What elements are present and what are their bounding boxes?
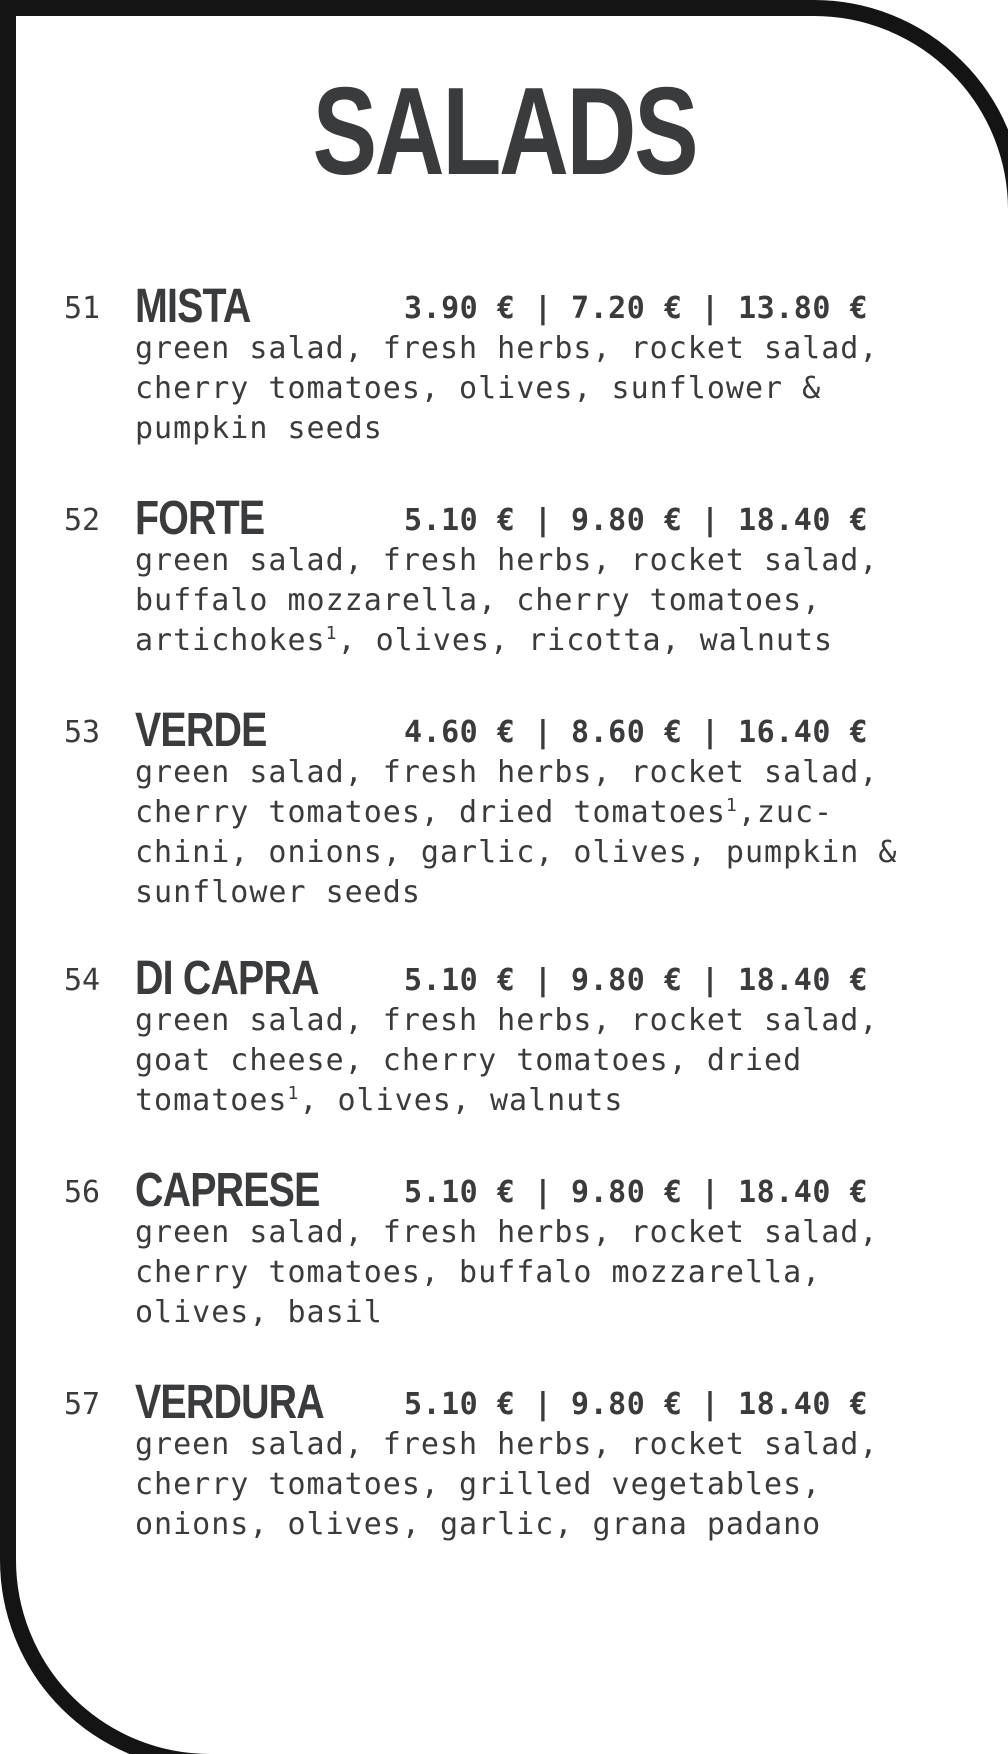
description-line: [135, 1293, 935, 1333]
description-text: , olives, ricotta, walnuts: [337, 623, 834, 658]
item-prices: 5.10 € | 9.80 € | 18.40 €: [404, 1387, 869, 1422]
menu-content: [16, 16, 992, 1738]
description-line: [135, 1041, 935, 1081]
description-line: [135, 409, 935, 449]
description-text: green salad, fresh herbs, rocket salad,: [135, 1003, 879, 1038]
description-line: [135, 1253, 935, 1293]
item-number: 57: [64, 1387, 101, 1422]
description-line: [135, 793, 935, 833]
item-description: [135, 541, 935, 661]
item-prices: 5.10 € | 9.80 € | 18.40 €: [404, 1175, 869, 1210]
description-text: cherry tomatoes, olives, sunflower &: [135, 371, 822, 406]
description-line: [135, 1465, 935, 1505]
description-text: onions, olives, garlic, grana padano: [135, 1507, 822, 1542]
description-text: green salad, fresh herbs, rocket salad,: [135, 543, 879, 578]
description-text: tomatoes: [135, 1083, 288, 1118]
description-text: , olives, walnuts: [299, 1083, 624, 1118]
description-text: artichokes: [135, 623, 326, 658]
description-line: [135, 541, 935, 581]
description-text: green salad, fresh herbs, rocket salad,: [135, 331, 879, 366]
description-text: chini, onions, garlic, olives, pumpkin &: [135, 835, 898, 870]
item-description: [135, 1001, 935, 1121]
description-text: buffalo mozzarella, cherry tomatoes,: [135, 583, 822, 618]
description-line: [135, 369, 935, 409]
item-prices: 5.10 € | 9.80 € | 18.40 €: [404, 503, 869, 538]
description-text: cherry tomatoes, grilled vegetables,: [135, 1467, 822, 1502]
footnote-marker: 1: [287, 1083, 300, 1104]
description-line: [135, 753, 935, 793]
footnote-marker: 1: [725, 795, 738, 816]
item-number: 53: [64, 715, 101, 750]
description-text: green salad, fresh herbs, rocket salad,: [135, 1215, 879, 1250]
description-text: pumpkin seeds: [135, 411, 383, 446]
item-description: [135, 329, 935, 449]
description-text: ,zuc-: [737, 795, 834, 830]
item-name: VERDURA: [135, 1376, 324, 1429]
description-text: sunflower seeds: [135, 875, 421, 910]
description-line: [135, 581, 935, 621]
item-number: 52: [64, 503, 101, 538]
description-text: cherry tomatoes, dried tomatoes: [135, 795, 726, 830]
item-prices: 4.60 € | 8.60 € | 16.40 €: [404, 715, 869, 750]
description-text: green salad, fresh herbs, rocket salad,: [135, 755, 879, 790]
item-name: DI CAPRA: [135, 952, 319, 1005]
item-name: CAPRESE: [135, 1164, 320, 1217]
description-line: [135, 873, 935, 913]
item-name: VERDE: [135, 704, 267, 757]
description-line: [135, 1425, 935, 1465]
description-line: [135, 1213, 935, 1253]
item-description: [135, 1425, 935, 1545]
item-number: 54: [64, 963, 101, 998]
item-number: 51: [64, 291, 101, 326]
description-line: [135, 1081, 935, 1121]
footnote-marker: 1: [325, 623, 338, 644]
item-name: MISTA: [135, 280, 251, 333]
item-description: [135, 1213, 935, 1333]
description-line: [135, 329, 935, 369]
description-text: olives, basil: [135, 1295, 383, 1330]
description-line: [135, 621, 935, 661]
item-description: [135, 753, 935, 913]
description-line: [135, 1505, 935, 1545]
page-title: SALADS: [312, 63, 697, 201]
item-prices: 3.90 € | 7.20 € | 13.80 €: [404, 291, 869, 326]
item-prices: 5.10 € | 9.80 € | 18.40 €: [404, 963, 869, 998]
description-text: goat cheese, cherry tomatoes, dried: [135, 1043, 803, 1078]
item-name: FORTE: [135, 492, 265, 545]
description-text: green salad, fresh herbs, rocket salad,: [135, 1427, 879, 1462]
description-line: [135, 833, 935, 873]
description-line: [135, 1001, 935, 1041]
item-number: 56: [64, 1175, 101, 1210]
description-text: cherry tomatoes, buffalo mozzarella,: [135, 1255, 822, 1290]
